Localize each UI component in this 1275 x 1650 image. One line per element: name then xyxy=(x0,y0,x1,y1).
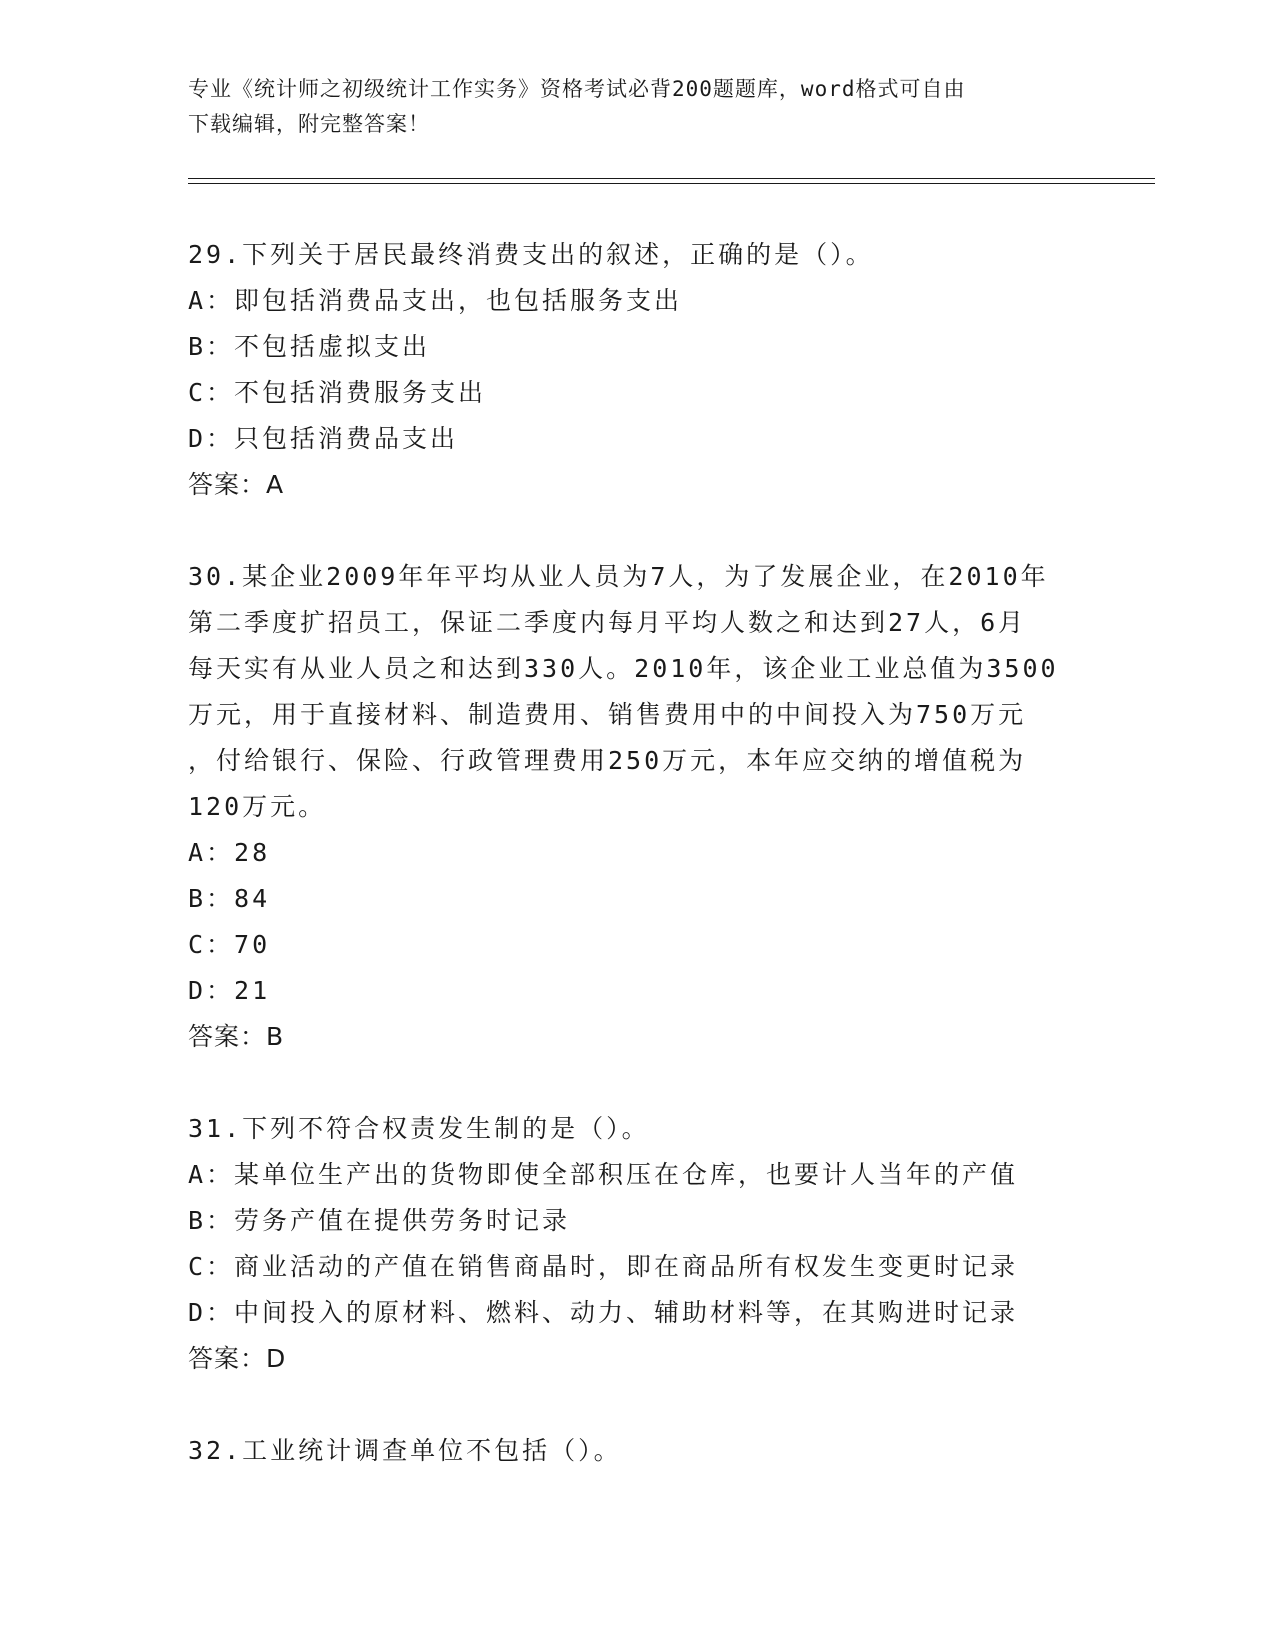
option-b: B：84 xyxy=(188,884,271,913)
question-stem-line: 120万元。 xyxy=(188,792,327,821)
option-b: B：不包括虚拟支出 xyxy=(188,332,431,361)
header-line-2: 下载编辑，附完整答案！ xyxy=(188,112,430,136)
option-a: A：28 xyxy=(188,838,271,867)
question-stem-line: 第二季度扩招员工，保证二季度内每月平均人数之和达到27人，6月 xyxy=(188,608,1027,637)
option-a: A：某单位生产出的货物即使全部积压在仓库，也要计人当年的产值 xyxy=(188,1160,1019,1189)
answer: 答案：A xyxy=(188,470,285,499)
option-c: C：不包括消费服务支出 xyxy=(188,378,487,407)
answer: 答案：D xyxy=(188,1344,287,1373)
question-32 xyxy=(188,1428,1088,1474)
question-30 xyxy=(188,554,1088,1060)
question-stem-line: 30.某企业2009年年平均从业人员为7人，为了发展企业，在2010年 xyxy=(188,562,1049,591)
question-stem-line: ，付给银行、保险、行政管理费用250万元，本年应交纳的增值税为 xyxy=(188,746,1027,775)
question-list xyxy=(188,232,1088,1474)
question-stem: 31.下列不符合权责发生制的是（）。 xyxy=(188,1114,650,1143)
option-c: C：70 xyxy=(188,930,271,959)
option-d: D：中间投入的原材料、燃料、动力、辅助材料等，在其购进时记录 xyxy=(188,1298,1019,1327)
question-stem-line: 万元，用于直接材料、制造费用、销售费用中的中间投入为750万元 xyxy=(188,700,1027,729)
document-header xyxy=(188,72,1068,142)
option-c: C：商业活动的产值在销售商晶时，即在商品所有权发生变更时记录 xyxy=(188,1252,1019,1281)
question-stem: 29.下列关于居民最终消费支出的叙述，正确的是（）。 xyxy=(188,240,874,269)
option-a: A：即包括消费品支出，也包括服务支出 xyxy=(188,286,683,315)
question-stem-line: 每天实有从业人员之和达到330人。2010年，该企业工业总值为3500 xyxy=(188,654,1059,683)
header-line-1: 专业《统计师之初级统计工作实务》资格考试必背200题题库，word格式可自由 xyxy=(188,77,966,101)
header-divider-top xyxy=(188,178,1155,179)
question-stem: 32.工业统计调查单位不包括（）。 xyxy=(188,1436,622,1465)
question-29 xyxy=(188,232,1088,508)
option-b: B：劳务产值在提供劳务时记录 xyxy=(188,1206,571,1235)
header-divider-bottom xyxy=(188,183,1155,184)
option-d: D：21 xyxy=(188,976,271,1005)
answer: 答案：B xyxy=(188,1022,285,1051)
question-31 xyxy=(188,1106,1088,1382)
option-d: D：只包括消费品支出 xyxy=(188,424,459,453)
